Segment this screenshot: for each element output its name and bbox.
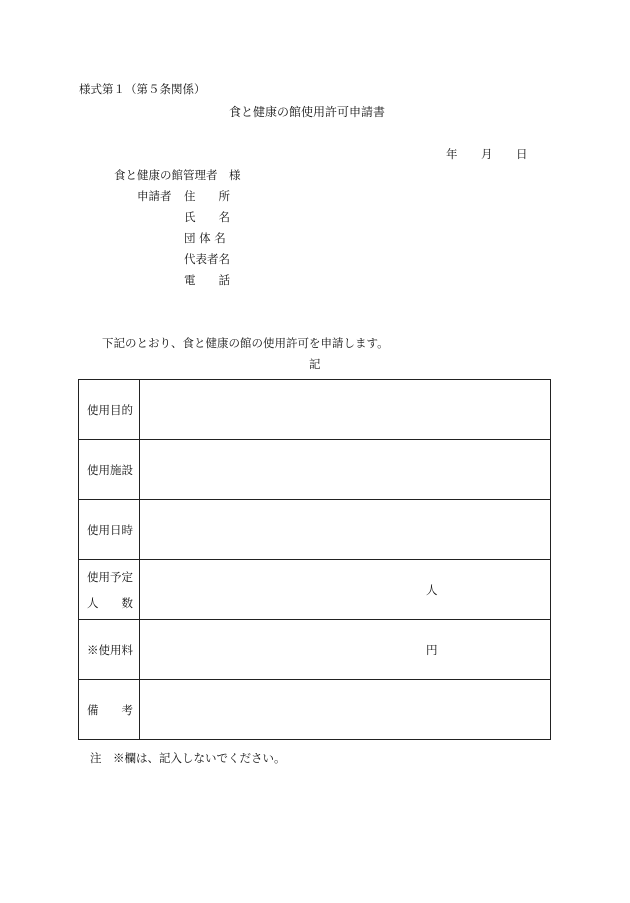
table-row: [79, 440, 551, 500]
people-label-line2: 人 数: [87, 595, 133, 610]
date-day-label: 日: [516, 147, 528, 161]
table-row: [79, 680, 551, 740]
remarks-field[interactable]: [140, 680, 551, 740]
addressee: 食と健康の館管理者 様: [114, 168, 241, 182]
table-row: [79, 560, 551, 620]
table-row: [79, 380, 551, 440]
table-row: [79, 620, 551, 680]
page-title: 食と健康の館使用許可申請書: [229, 105, 386, 119]
form-number: 様式第１（第５条関係）: [79, 82, 206, 96]
facility-field[interactable]: [140, 440, 551, 500]
ki-heading: 記: [309, 357, 321, 371]
applicant-name-label: 氏 名: [184, 210, 230, 224]
purpose-field[interactable]: [140, 380, 551, 440]
people-unit: 人: [426, 582, 438, 597]
purpose-label: 使用目的: [79, 380, 140, 440]
date-year-label: 年: [446, 147, 458, 161]
table-row: [79, 500, 551, 560]
applicant-address-label: 住 所: [184, 189, 230, 203]
people-label: [79, 560, 140, 620]
applicant-group-label: 団 体 名: [184, 231, 226, 245]
datetime-field[interactable]: [140, 500, 551, 560]
people-label-line1: 使用予定: [87, 569, 133, 584]
body-text: 下記のとおり、食と健康の館の使用許可を申請します。: [102, 336, 389, 350]
people-field[interactable]: [140, 560, 551, 620]
date-month-label: 月: [481, 147, 493, 161]
fee-field[interactable]: [140, 620, 551, 680]
applicant-representative-label: 代表者名: [184, 252, 230, 266]
application-table: [78, 379, 551, 740]
datetime-label: 使用日時: [79, 500, 140, 560]
applicant-label: 申請者: [137, 189, 172, 203]
fee-unit: 円: [426, 642, 438, 657]
fee-label: ※使用料: [79, 620, 140, 680]
facility-label: 使用施設: [79, 440, 140, 500]
remarks-label: 備 考: [79, 680, 140, 740]
applicant-phone-label: 電 話: [184, 273, 230, 287]
footnote: 注 ※欄は、記入しないでください。: [90, 751, 286, 765]
